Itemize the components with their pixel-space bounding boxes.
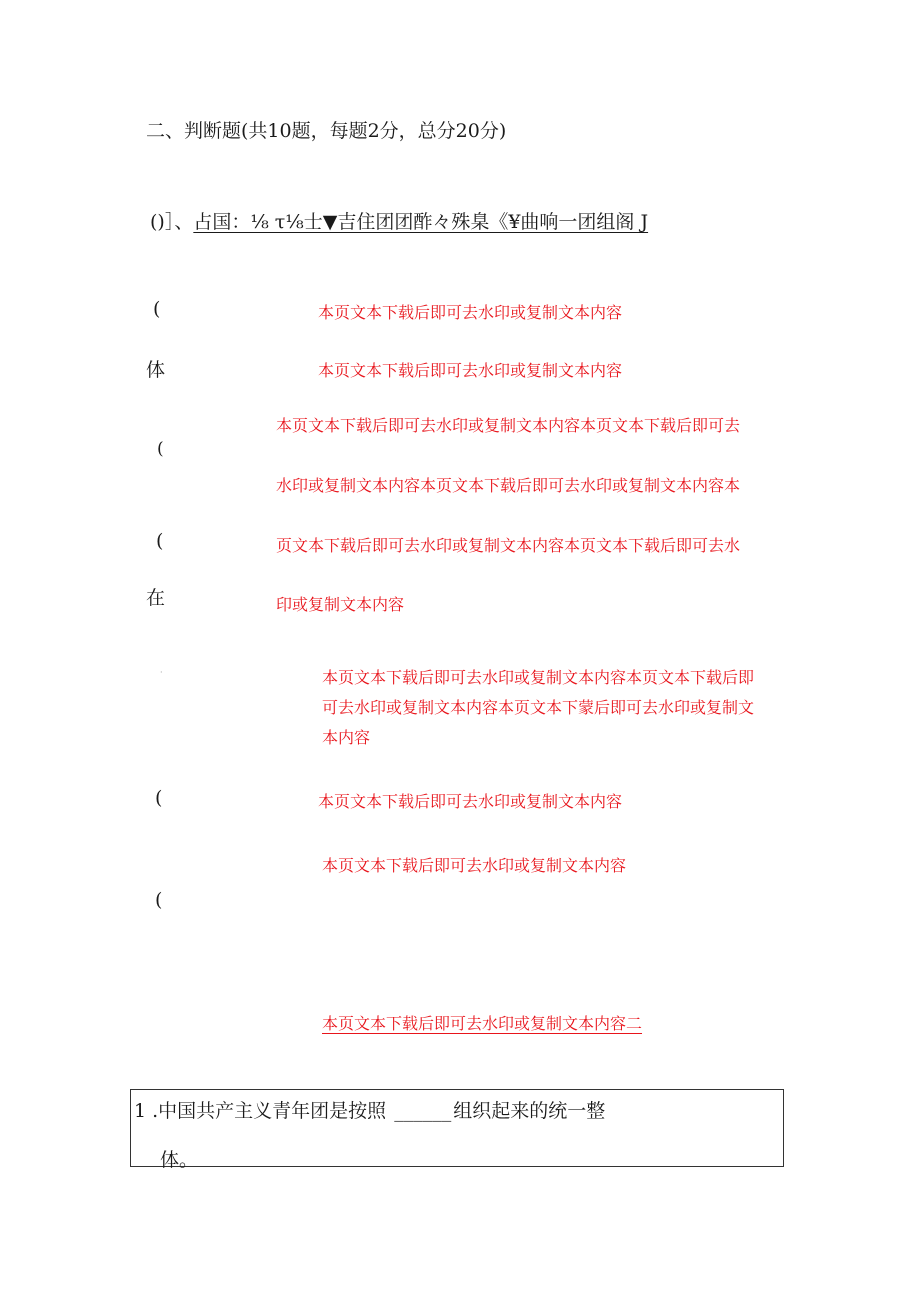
left-mark: 在 — [146, 587, 166, 609]
garbled-text: 占国：⅛ τ⅛士▼吉住团团酢々殊臬《¥曲响一团组阁 J — [193, 211, 649, 233]
watermark-block-line: 页文本下载后即可去水印或复制文本内容本页文本下载后即可去水 — [276, 536, 741, 555]
watermark-block-line: 水印或复制文本内容本页文本下载后即可去水印或复制文本内容本 — [276, 476, 741, 495]
garbled-prefix: ()］、 — [150, 211, 194, 233]
left-mark: ( — [156, 530, 164, 552]
watermark-block-line: 印或复制文本内容 — [276, 595, 405, 614]
watermark-line: 本页文本下载后即可去水印或复制文本内容 — [318, 361, 623, 380]
watermark-block-line: 本页文本下载后即可去水印或复制文本内容本页文本下载后即 — [322, 668, 755, 687]
watermark-block-line: 本页文本下载后即可去水印或复制文本内容本页文本下载后即可去 — [276, 416, 741, 435]
watermark-block-line: 可去水印或复制文本内容本页文本下蒙后即可去水印或复制文 — [322, 698, 755, 717]
left-mark: ( — [155, 889, 163, 911]
watermark-line: 本页文本下载后即可去水印或复制文本内容 — [318, 792, 623, 811]
question-text-before: .中国共产主义青年团是按照 — [152, 1100, 387, 1122]
question-line-1 — [134, 1096, 605, 1123]
question-line-2: 体。 — [160, 1149, 199, 1171]
watermark-block-line: 本内容 — [322, 728, 371, 747]
watermark-line-final: 本页文本下载后即可去水印或复制文本内容二 — [322, 1014, 643, 1033]
question-blank: ______ — [394, 1100, 452, 1122]
left-mark: 体 — [146, 359, 166, 381]
garbled-question-line — [150, 207, 648, 234]
left-mark: ( — [153, 298, 161, 320]
question-number: 1 — [134, 1100, 147, 1122]
left-mark: ( — [157, 439, 164, 459]
left-mark: ( — [155, 787, 163, 809]
watermark-line: 本页文本下载后即可去水印或复制文本内容 — [322, 856, 627, 875]
section-heading: 二、判断题(共10题，每题2分，总分20分) — [146, 120, 507, 142]
watermark-line: 本页文本下载后即可去水印或复制文本内容 — [318, 303, 623, 322]
left-mark: · — [160, 668, 163, 677]
question-text-after: 组织起来的统一整 — [453, 1100, 606, 1122]
